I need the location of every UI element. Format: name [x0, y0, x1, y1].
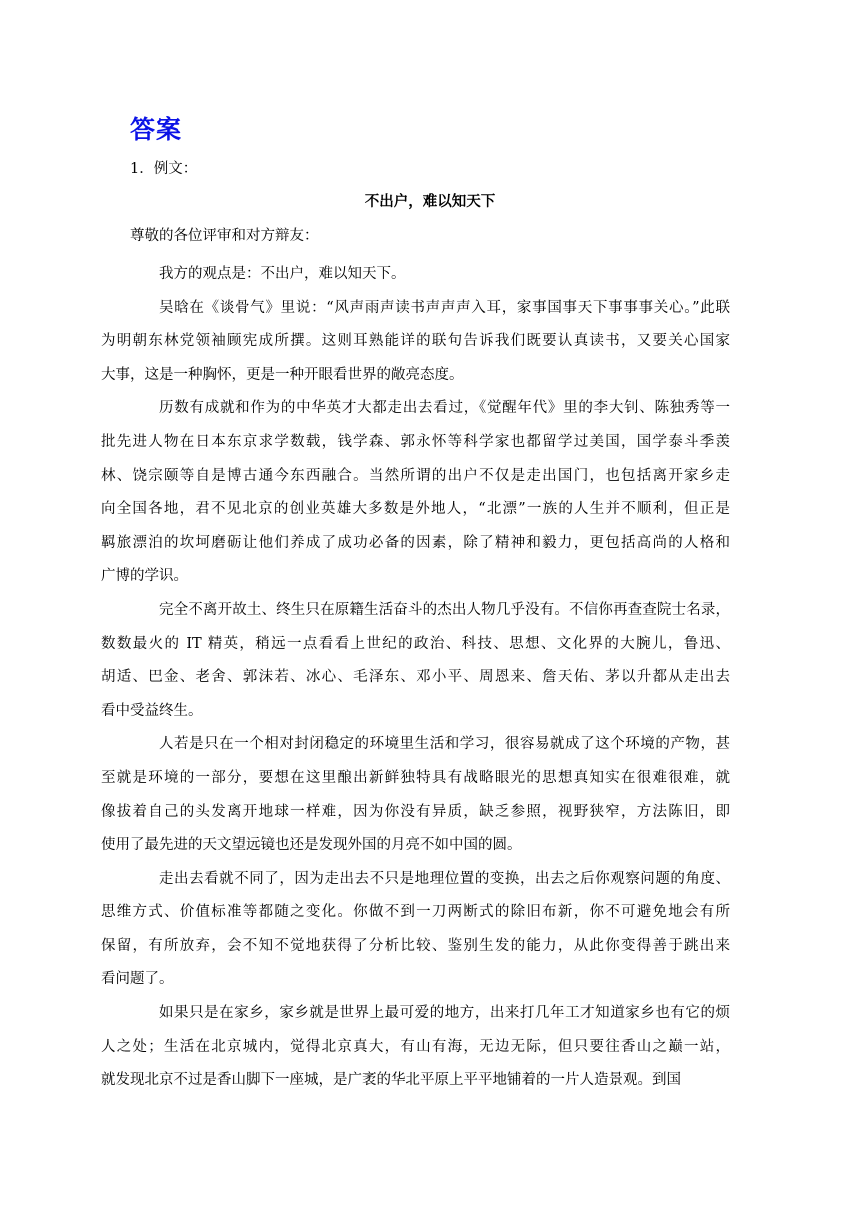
- essay-line: 如果只是在家乡，家乡就是世界上最可爱的地方，出来打几年工才知道家乡也有它的烦: [159, 1005, 730, 1022]
- answer-heading: 答案: [130, 115, 183, 144]
- essay-line: 像拔着自己的头发离开地球一样难，因为你没有异质，缺乏参照，视野狭窄，方法陈旧，即: [101, 803, 730, 820]
- essay-paragraph: [101, 292, 730, 393]
- essay-line: 使用了最先进的天文望远镜也还是发现外国的月亮不如中国的圆。: [101, 837, 522, 854]
- essay-line: 人之处；生活在北京城内，觉得北京真大，有山有海，无边无际，但只要往香山之巅一站，: [101, 1038, 730, 1055]
- essay-line: 看中受益终生。: [101, 702, 203, 719]
- essay-line: 走出去看就不同了，因为走出去不只是地理位置的变换，出去之后你观察问题的角度、: [159, 870, 730, 887]
- essay-line: 批先进人物在日本东京求学数载，钱学森、郭永怀等科学家也都留学过美国，国学泰斗季羡: [101, 433, 730, 450]
- essay-line: 为明朝东林党领袖顾宪成所撰。这则耳熟能详的联句告诉我们既要认真读书，又要关心国家: [101, 333, 730, 350]
- essay-body: [101, 258, 730, 1098]
- essay-line: 人若是只在一个相对封闭稳定的环境里生活和学习，很容易就成了这个环境的产物，甚: [159, 736, 730, 753]
- essay-title: 不出户，难以知天下: [364, 194, 496, 210]
- essay-paragraph: [101, 863, 730, 997]
- essay-line: 保留，有所放弃，会不知不觉地获得了分析比较、鉴别生发的能力，从此你变得善于跳出来: [101, 937, 730, 954]
- essay-line: 大事，这是一种胸怀，更是一种开眼看世界的敞亮态度。: [101, 366, 464, 383]
- essay-line: 胡适、巴金、老舍、郭沫若、冰心、毛泽东、邓小平、周恩来、詹天佑、茅以升都从走出去: [101, 669, 730, 686]
- essay-line: 数数最火的 IT 精英，稍远一点看看上世纪的政治、科技、思想、文化界的大腕儿，鲁迅、: [101, 635, 730, 652]
- essay-greeting: 尊敬的各位评审和对方辩友：: [130, 228, 319, 244]
- essay-line: 我方的观点是：不出户，难以知天下。: [159, 266, 406, 282]
- essay-line: 完全不离开故土、终生只在原籍生活奋斗的杰出人物几乎没有。不信你再查查院士名录，: [159, 601, 730, 618]
- essay-line: 吴晗在《谈骨气》里说：“风声雨声读书声声声入耳，家事国事天下事事事关心。”此联: [159, 299, 730, 316]
- essay-line: 看问题了。: [101, 971, 174, 988]
- essay-paragraph: [101, 728, 730, 862]
- essay-line: 羁旅漂泊的坎坷磨砺让他们养成了成功必备的因素，除了精神和毅力，更包括高尚的人格和: [101, 534, 730, 551]
- essay-line: 至就是环境的一部分，要想在这里酿出新鲜独特具有战略眼光的思想真知实在很难很难，就: [101, 769, 730, 786]
- essay-paragraph: [101, 997, 730, 1098]
- essay-line: 历数有成就和作为的中华英才大都走出去看过，《觉醒年代》里的李大钊、陈独秀等一: [159, 400, 730, 417]
- essay-line: 广博的学识。: [101, 568, 188, 585]
- essay-line: 林、饶宗颐等自是博古通今东西融合。当然所谓的出户不仅是走出国门，也包括离开家乡走: [101, 467, 730, 484]
- essay-line: 就发现北京不过是香山脚下一座城，是广袤的华北平原上平平地铺着的一片人造景观。到国: [101, 1072, 681, 1089]
- essay-line: 思维方式、价值标准等都随之变化。你做不到一刀两断式的除旧布新，你不可避免地会有所: [101, 904, 730, 921]
- question-number: 1．例文：: [130, 161, 198, 177]
- essay-paragraph: [101, 392, 730, 594]
- essay-paragraph: [130, 258, 730, 292]
- essay-line: 向全国各地，君不见北京的创业英雄大多数是外地人，“北漂”一族的人生并不顺利，但正是: [101, 501, 730, 518]
- essay-paragraph: [101, 594, 730, 728]
